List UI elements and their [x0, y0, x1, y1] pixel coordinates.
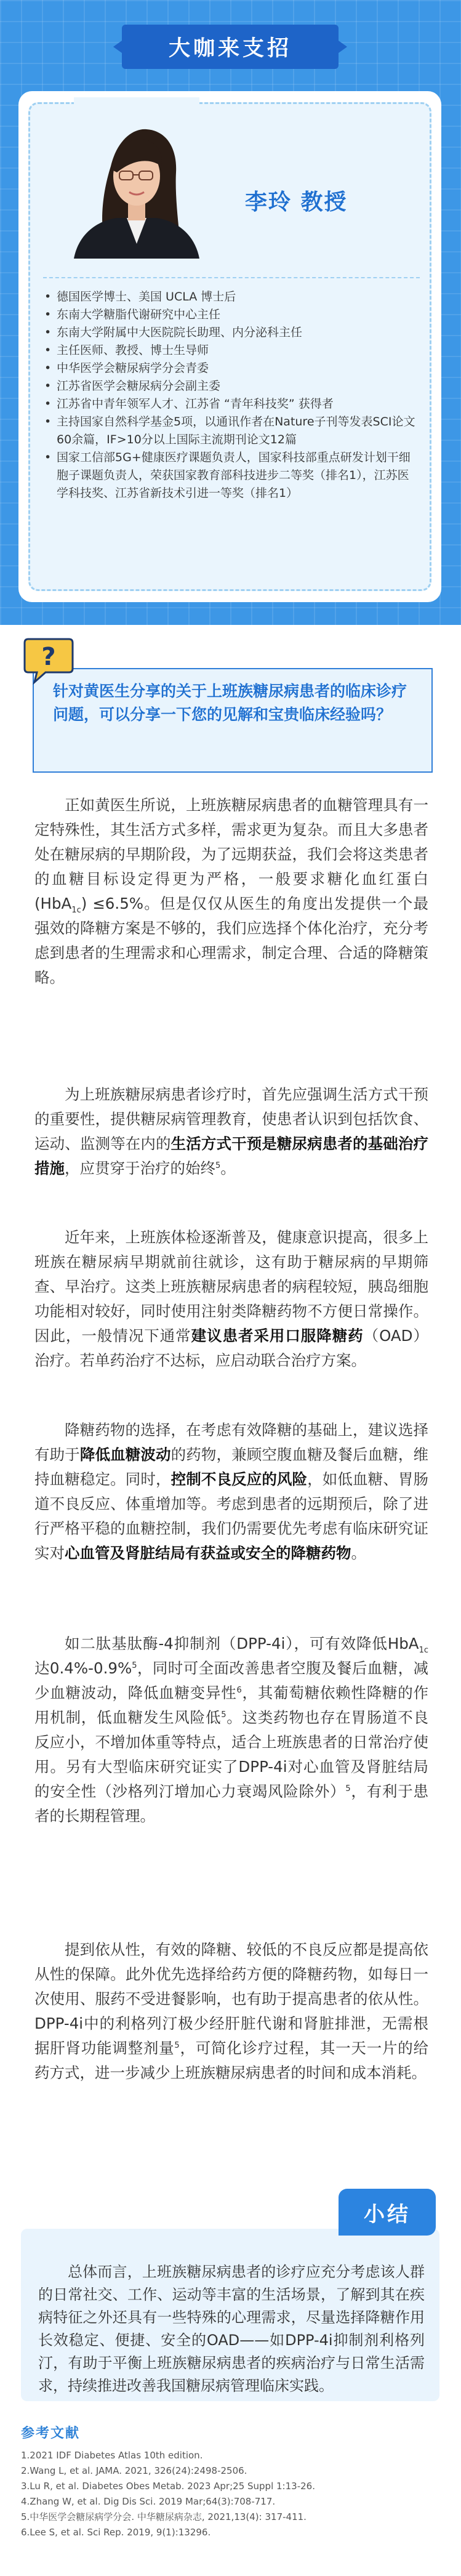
expert-cv-list: [43, 288, 419, 502]
question-mark-icon: [22, 634, 75, 685]
paragraph-4: 降糖药物的选择，在考虑有效降糖的基础上，建议选择有助于降低血糖波动的药物，兼顾空腹血糖及餐后血糖，维持血糖稳定。同时，控制不良反应的风险，如低血糖、胃肠道不良反应、体重增加等。考虑到患者的远期预后，除了进行严格平稳的血糖控制，我们仍需要优先考虑有临床研究证实对心血管及肾脏结局有获益或安全的降糖药物。: [34, 1421, 429, 1562]
paragraph-5: 如二肽基肽酶-4抑制剂（DPP-4i），可有效降低HbA$_{1c}$达0.4%-0.9%$^5$，同时可全面改善患者空腹及餐后血糖，减少血糖波动，降低血糖变异性$^6$，其葡萄糖依赖性降糖的作用机制，低血糖发生风险低$^5$。这类药物也存在胃肠道不良反应小，不增加体重等特点，适合上班族患者的日常治疗使用。另有大型临床研究证实了DPP-4i对心血管及肾脏结局的安全性（沙格列汀增加心力衰竭风险除外）$^5$，有利于患者的长期程管理。: [34, 1635, 429, 1825]
summary-text: 总体而言，上班族糖尿病患者的诊疗应充分考虑该人群的日常社交、工作、运动等丰富的生活场景，了解到其在疾病特征之外还具有一些特殊的心理需求，尽量选择降糖作用长效稳定、便捷、安全的OAD——如DPP-4i抑制剂利格列汀，有助于平衡上班族糖尿病患者的疾病治疗与日常生活需求，持续推进改善我国糖尿病管理临床实践。: [38, 2263, 425, 2394]
reference-item: 2.Wang L, et al. JAMA. 2021, 326(24):2498-2506.: [21, 2465, 247, 2476]
references-title: 参考文献: [21, 2426, 81, 2441]
reference-item: 3.Lu R, et al. Diabetes Obes Metab. 2023 Apr;25 Suppl 1:13-26.: [21, 2481, 315, 2492]
paragraph-2: 为上班族糖尿病患者诊疗时，首先应强调生活方式干预的重要性，提供糖尿病管理教育，使患者认识到包括饮食、运动、监测等在内的生活方式干预是糖尿病患者的基础治疗措施，应贯穿于治疗的始终$^5$。: [34, 1085, 429, 1177]
cv-item: • 东南大学附属中大医院院长助理、内分泌科主任: [43, 324, 419, 342]
paragraph-1: 正如黄医生所说，上班族糖尿病患者的血糖管理具有一定特殊性，其生活方式多样，需求更为复杂。而且大多患者处在糖尿病的早期阶段，为了远期获益，我们会将这类患者的血糖目标设定得更为严格，一般要求糖化血红蛋白 (HbA$_{1c}$) ≤6.5%。但是仅仅从医生的角度出发提供一个最强效的降糖方案是不够的，我们应选择个体化治疗，充分考虑到患者的生理需求和心理需求，制定合理、合适的降糖策略。: [34, 796, 428, 986]
section-title: [122, 25, 339, 69]
expert-name: 李玲 教授: [245, 190, 348, 215]
cv-item: • 中华医学会糖尿病学分会青委: [43, 360, 419, 377]
cv-item: • 德国医学博士、美国 UCLA 博士后: [43, 288, 419, 306]
svg-text:?: ?: [41, 643, 56, 671]
paragraph-3: 近年来，上班族体检逐渐普及，健康意识提高，很多上班族在糖尿病早期就前往就诊，这有助于糖尿病的早期筛查、早治疗。这类上班族糖尿病患者的病程较短，胰岛细胞功能相对较好，同时使用注射类降糖药物不方便日常操作。因此，一般情况下通常建议患者采用口服降糖药（OAD）治疗。若单药治疗不达标，应启动联合治疗方案。: [34, 1228, 429, 1369]
reference-item: 4.Zhang W, et al. Dig Dis Sci. 2019 Mar;64(3):708-717.: [21, 2496, 276, 2507]
cv-item: • 主任医师、教授、博士生导师: [43, 342, 419, 360]
cv-item: • 江苏省中青年领军人才、江苏省 “青年科技奖” 获得者: [43, 395, 419, 413]
cv-item: • 主持国家自然科学基金5项，以通讯作者在Nature子刊等发表SCI论文60余篇，IF>10分以上国际主流期刊论文12篇: [43, 413, 419, 449]
cv-item: • 江苏省医学会糖尿病分会副主委: [43, 377, 419, 395]
section-title-text: 大咖来支招: [168, 36, 292, 61]
paragraph-6: 提到依从性，有效的降糖、较低的不良反应都是提高依从性的保障。此外优先选择给药方便的降糖药物，如每日一次使用、服药不受进餐影响，也有助于提高患者的依从性。DPP-4i中的利格列汀极少经肝脏代谢和肾脏排泄，无需根据肝肾功能调整剂量$^5$，可简化诊疗过程，其一天一片的给药方式，进一步减少上班族糖尿病患者的时间和成本消耗。: [34, 1941, 429, 2082]
cv-item: • 国家工信部5G+健康医疗课题负责人，国家科技部重点研发计划干细胞子课题负责人，荣获国家教育部科技进步二等奖（排名1），江苏医学科技奖、江苏省新技术引进一等奖（排名1）: [43, 449, 419, 502]
card-divider: [43, 277, 420, 278]
references-list: [21, 2448, 439, 2540]
summary-tag-text: 小结: [364, 2202, 411, 2227]
reference-item: 1.2021 IDF Diabetes Atlas 10th edition.: [21, 2450, 203, 2461]
reference-item: 6.Lee S, et al. Sci Rep. 2019, 9(1):13296.: [21, 2527, 211, 2538]
summary-tag: [339, 2189, 436, 2236]
expert-photo: [74, 97, 199, 259]
cv-item: • 东南大学糖脂代谢研究中心主任: [43, 306, 419, 324]
reference-item: 5.中华医学会糖尿病学分会. 中华糖尿病杂志, 2021,13(4): 317-411.: [21, 2511, 307, 2522]
question-text: 针对黄医生分享的关于上班族糖尿病患者的临床诊疗问题，可以分享一下您的见解和宝贵临床经验吗？: [53, 682, 407, 723]
